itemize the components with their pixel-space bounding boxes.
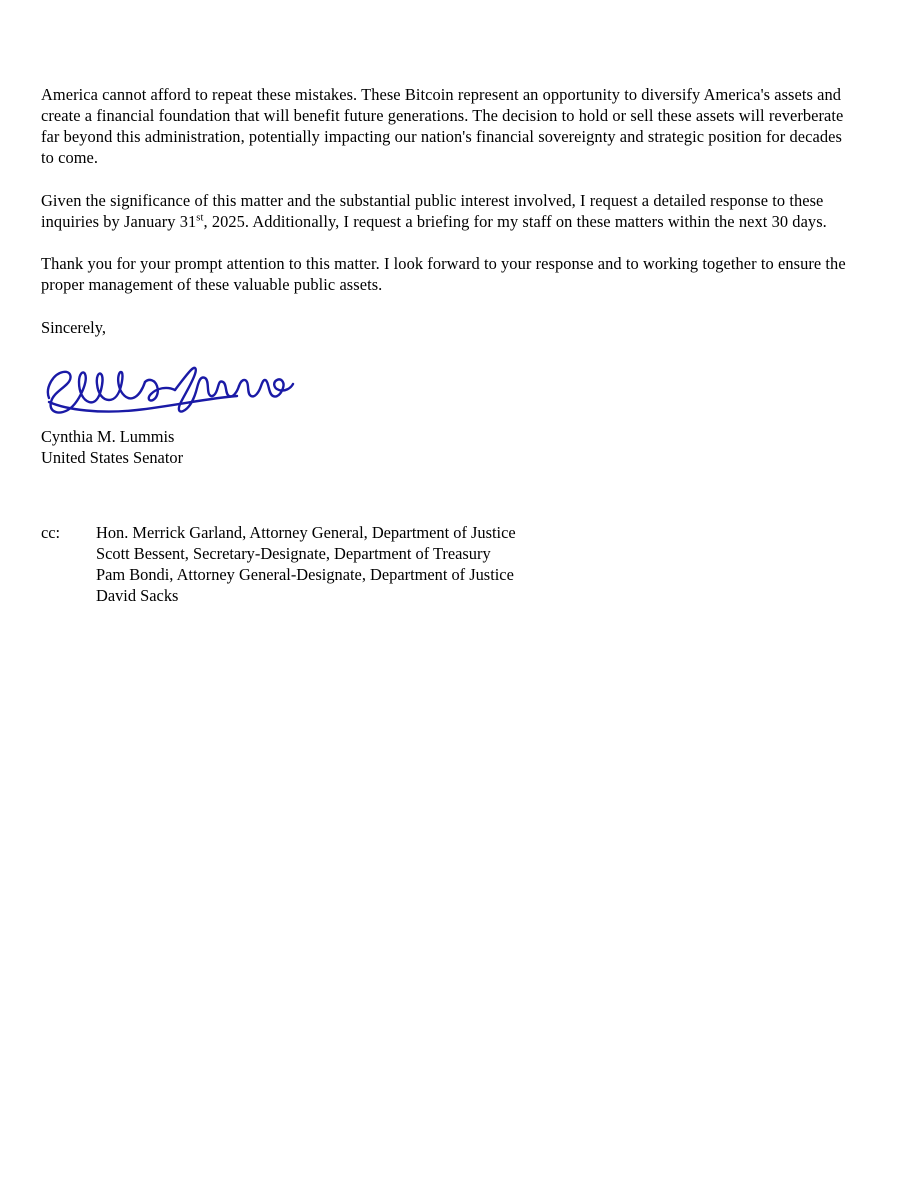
signature-image xyxy=(41,352,859,426)
cc-recipient: Hon. Merrick Garland, Attorney General, Department of Justice xyxy=(96,523,516,542)
paragraph-thanks: Thank you for your prompt attention to this matter. I look forward to your response and to working together to ensure the proper management of these valuable public assets. xyxy=(41,254,846,294)
signer-name: Cynthia M. Lummis xyxy=(41,427,175,446)
cc-label: cc: xyxy=(41,523,61,542)
letter-body xyxy=(41,84,859,606)
cc-recipient: David Sacks xyxy=(96,586,179,605)
cc-recipient-list xyxy=(96,522,516,606)
signer-title: United States Senator xyxy=(41,448,184,467)
paragraph-mistakes: America cannot afford to repeat these mistakes. These Bitcoin represent an opportunity to diversify America's assets and create a financial foundation that will benefit future generations. The decision to hold or sell these assets will reverberate far beyond this administration, potentially impacting our nation's financial sovereignty and strategic position for decades to come. xyxy=(41,85,844,167)
cc-recipient: Scott Bessent, Secretary-Designate, Department of Treasury xyxy=(96,544,491,563)
closing-salutation: Sincerely, xyxy=(41,318,106,337)
cc-block xyxy=(41,522,859,606)
paragraph-request xyxy=(41,190,859,232)
signer-block xyxy=(41,426,859,468)
signature-icon xyxy=(41,352,301,426)
request-text-before-date: Given the significance of this matter and the substantial public interest involved, I request a detailed response to these inquiries by January 31 xyxy=(41,191,824,231)
cc-recipient: Pam Bondi, Attorney General-Designate, Department of Justice xyxy=(96,565,514,584)
request-text-after-date: , 2025. Additionally, I request a briefing for my staff on these matters within the next 30 days. xyxy=(203,212,827,231)
date-ordinal-suffix: st xyxy=(196,212,204,224)
